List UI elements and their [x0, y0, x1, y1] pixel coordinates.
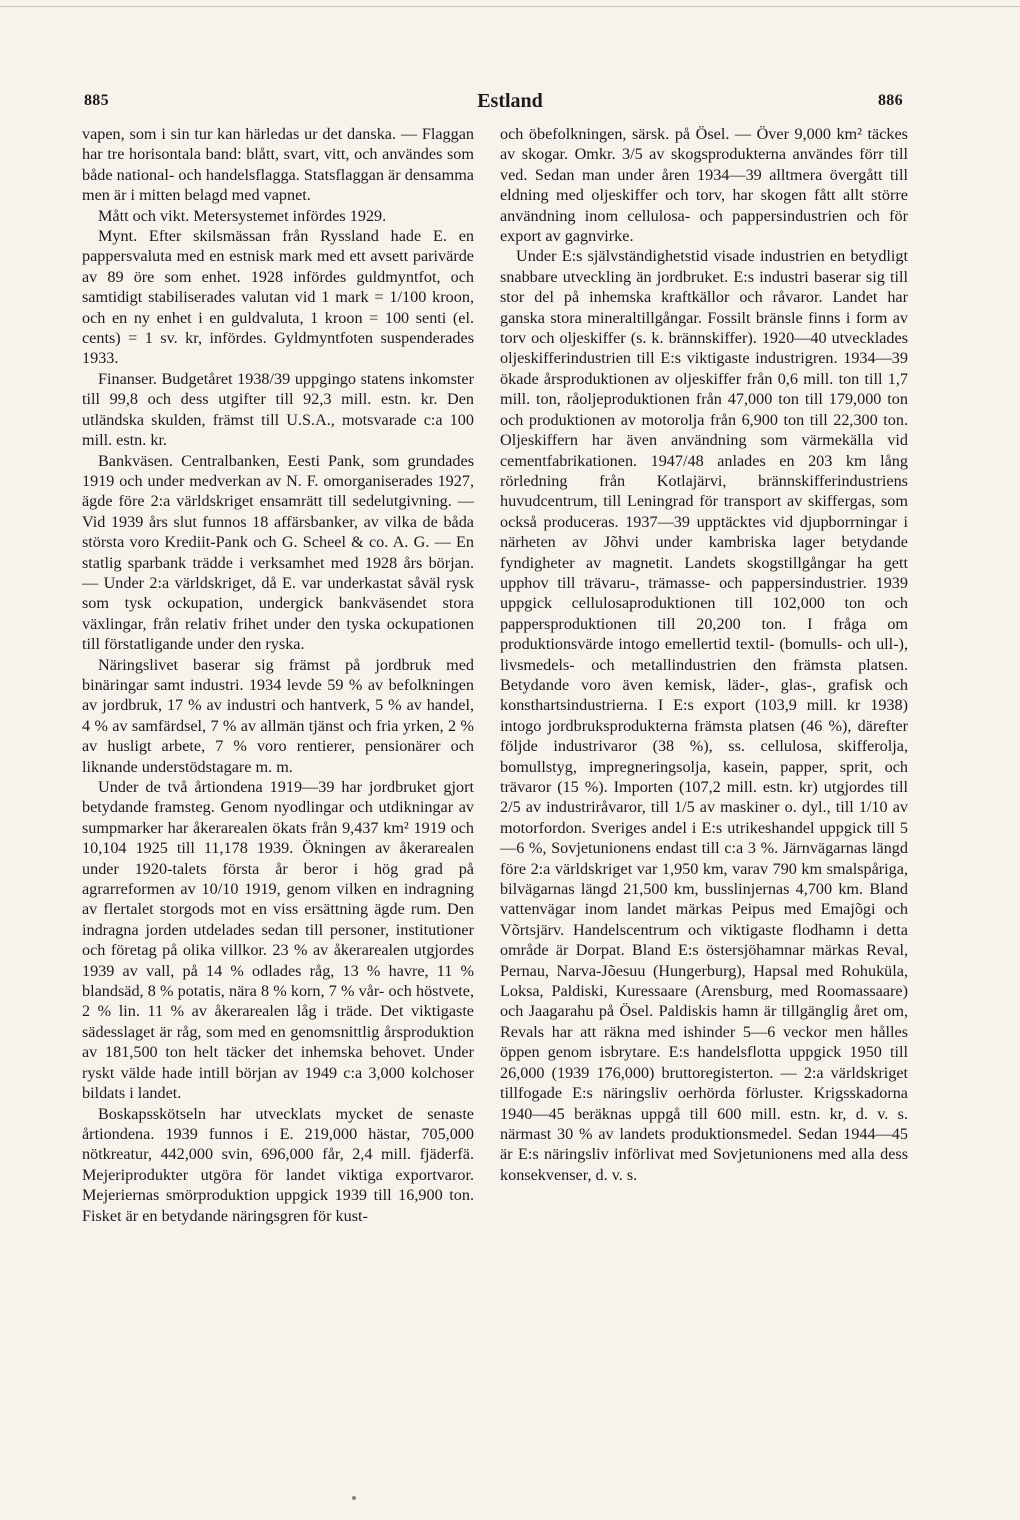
paragraph: Boskapsskötseln har utvecklats mycket de senaste årtiondena. 1939 funnos i E. 219,000 hästar, 705,000 nötkreatur, 442,000 svin, 696,000 får, 2,4 mill. fjäderfä. Mejeriprodukter utgöra för landet viktiga exportvaror. Mejeriernas smörproduktion uppgick 1939 till 16,900 ton. Fisket är en betydande näringsgren för kust- [82, 1104, 474, 1225]
paragraph: Näringslivet baserar sig främst på jordbruk med binäringar samt industri. 1934 levde 59 % av befolkningen av jordbruk, 17 % av industri och hantverk, 5 % av handel, 4 % av samfärdsel, 7 % av allmän tjänst och fria yrken, 2 % av husligt arbete, 7 % voro rentierer, pensionärer och liknande understödstagare m. m. [82, 655, 474, 776]
page-number-right: 886 [878, 92, 903, 109]
running-head: Estland [477, 90, 543, 112]
left-column [82, 124, 474, 1226]
paragraph: vapen, som i sin tur kan härledas ur det danska. — Flaggan har tre horisontala band: blått, svart, vitt, och användes som både national- och handelsflagga. Statsflaggan är densamma men är i mitten belagd med vapnet. [82, 125, 474, 205]
paragraph: Mynt. Efter skilsmässan från Ryssland hade E. en pappersvaluta med en estnisk mark med ett avsett parivärde av 89 öre som enhet. 1928 infördes guldmyntfot, och samtidigt stabiliserades valutan vid 1 mark = 1/100 kroon, och en ny enhet i en guldvaluta, 1 kroon = 100 senti (el. cents) = 1 sv. kr, infördes. Gyldmyntfoten suspenderades 1933. [82, 227, 474, 368]
paragraph: Bankväsen. Centralbanken, Eesti Pank, som grundades 1919 och under medverkan av N. F. omorganiserades 1927, ägde före 2:a världskriget ensamrätt till sedelutgivning. — Vid 1939 års slut funnos 18 affärsbanker, av vilka de båda största voro Krediit-Pank och G. Scheel & co. A. G. — En statlig sparbank trädde i verksamhet med 1928 års början. — Under 2:a världskriget, då E. var underkastat såväl rysk som tysk ockupation, undergick bankväsendet stora växlingar, från relativ frihet under den tyska ockupationen till förstatligande under den ryska. [82, 451, 474, 654]
top-rule [0, 6, 1020, 7]
print-speck [352, 1496, 356, 1500]
paragraph: Mått och vikt. Metersystemet infördes 1929. [98, 206, 387, 225]
paragraph: Under de två årtiondena 1919—39 har jordbruket gjort betydande framsteg. Genom nyodlingar och utdikningar av sumpmarker har åkerarealen ökats från 9,437 km² 1919 och 10,104 1925 till 11,178 1939. Ökningen av åkerarealen under 1920-talets första år beror i hög grad på agrarreformen av 10/10 1919, genom vilken en indragning av flertalet storgods mot en viss ersättning ägde rum. Den indragna jorden utdelades sedan till personer, institutioner och företag på olika villkor. 23 % av åkerarealen utgjordes 1939 av vall, på 14 % odlades råg, 13 % havre, 11 % blandsäd, 8 % potatis, nära 8 % korn, 7 % vår- och höstvete, 2 % lin. 11 % av åkerarealen låg i träde. Det viktigaste sädesslaget är råg, som med en genomsnittlig årsproduktion av 181,500 ton helt täcker det inhemska behovet. Under ryskt välde hade intill början av 1949 c:a 3,000 kolchoser bildats i landet. [82, 778, 474, 1103]
paragraph: Under E:s självständighetstid visade industrien en betydligt snabbare utveckling än jordbruket. E:s industri baserar sig till stor del på inhemska kraftkällor och råvaror. Landet har ganska stora mineraltillgångar. Fossilt bränsle finns i form av torv och oljeskiffer (s. k. brännskiffer). 1920—40 utvecklades oljeskifferindustrien till E:s viktigaste industrigren. 1934—39 ökade årsproduktionen av oljeskiffer från 0,6 mill. ton till 1,7 mill. ton, råoljeproduktionen från 47,000 ton till 179,000 ton och produktionen av motorolja från 6,900 ton till 22,300 ton. Oljeskiffern har även användning som värmekälla vid cementfabrikationen. 1947/48 anlades en 203 km lång rörledning från Kotlajärvi, brännskifferindustriens huvudcentrum, till Leningrad för transport av skiffergas, som också produceras. 1937—39 upptäcktes vid djupborrningar i närheten av Jõhvi under kambriska lager betydande fyndigheter av magnetit. Landets skogstillgångar ha gett upphov till trävaru-, trämasse- och pappersindustrier. 1939 uppgick cellulosaproduktionen till 102,000 ton och pappersproduktionen till 20,200 ton. I fråga om produktionsvärde intogo emellertid textil- (bomulls- och ull-), livsmedels- och metallindustrien den främsta platsen. Betydande voro även kemisk, läder-, glas-, grafisk och konsthartsindustrierna. I E:s export (103,9 mill. kr 1938) intogo jordbruksprodukterna främsta platsen (46 %), därefter följde industrivaror (38 %), ss. cellulosa, skifferolja, bomullstyg, impregneringsolja, kasein, papper, sprit, och trävaror (15 %). Importen (107,2 mill. estn. kr) utgjordes till 2/5 av industriråvaror, till 1/5 av maskiner o. dyl., till 1/10 av motorfordon. Sveriges andel i E:s utrikeshandel uppgick till 5—6 %, Sovjetunionens endast till c:a 3 %. Järnvägarnas längd före 2:a världskriget var 1,950 km, varav 790 km smalspåriga, bilvägarnas längd 21,500 km, busslinjernas 4,700 km. Bland vattenvägar inom landet märkas Peipus med Emajõgi och Võrtsjärv. Handelscentrum och viktigaste flodhamn i detta område är Dorpat. Bland E:s östersjöhamnar märkas Reval, Pernau, Narva-Jõesuu (Hungerburg), Hapsal med Rohuküla, Loksa, Paldiski, Kuressaare (Arensburg, med Roomassaare) och Jaagarahu på Ösel. Paldiskis hamn är tillgänglig året om, Revals har att räkna med ishinder 5—6 veckor men hålles öppen genom isbrytare. E:s handelsflotta uppgick 1950 till 26,000 (1939 176,000) bruttoregisterton. — 2:a världskriget tillfogade E:s näringsliv oerhörda förluster. Krigsskadorna 1940—45 beräknas uppgå till 600 mill. estn. kr, d. v. s. närmast 30 % av landets produktionsmedel. Sedan 1944—45 är E:s näringsliv införlivat med Sovjetunionens med alla dess konsekvenser, d. v. s. [500, 247, 908, 1184]
right-column [500, 124, 908, 1185]
paragraph: och öbefolkningen, särsk. på Ösel. — Över 9,000 km² täckes av skogar. Omkr. 3/5 av skogsprodukterna användes förr till ved. Sedan man under åren 1934—39 alltmera övergått till eldning med oljeskiffer och torv, har skogen fått allt större användning inom cellulosa- och pappersindustrien och för export av gagnvirke. [500, 125, 908, 246]
paragraph: Finanser. Budgetåret 1938/39 uppgingo statens inkomster till 99,8 och dess utgifter till 92,3 mill. estn. kr. Den utländska skulden, främst till U.S.A., motsvarade c:a 100 mill. estn. kr. [82, 369, 474, 450]
page-number-left: 885 [84, 92, 109, 109]
